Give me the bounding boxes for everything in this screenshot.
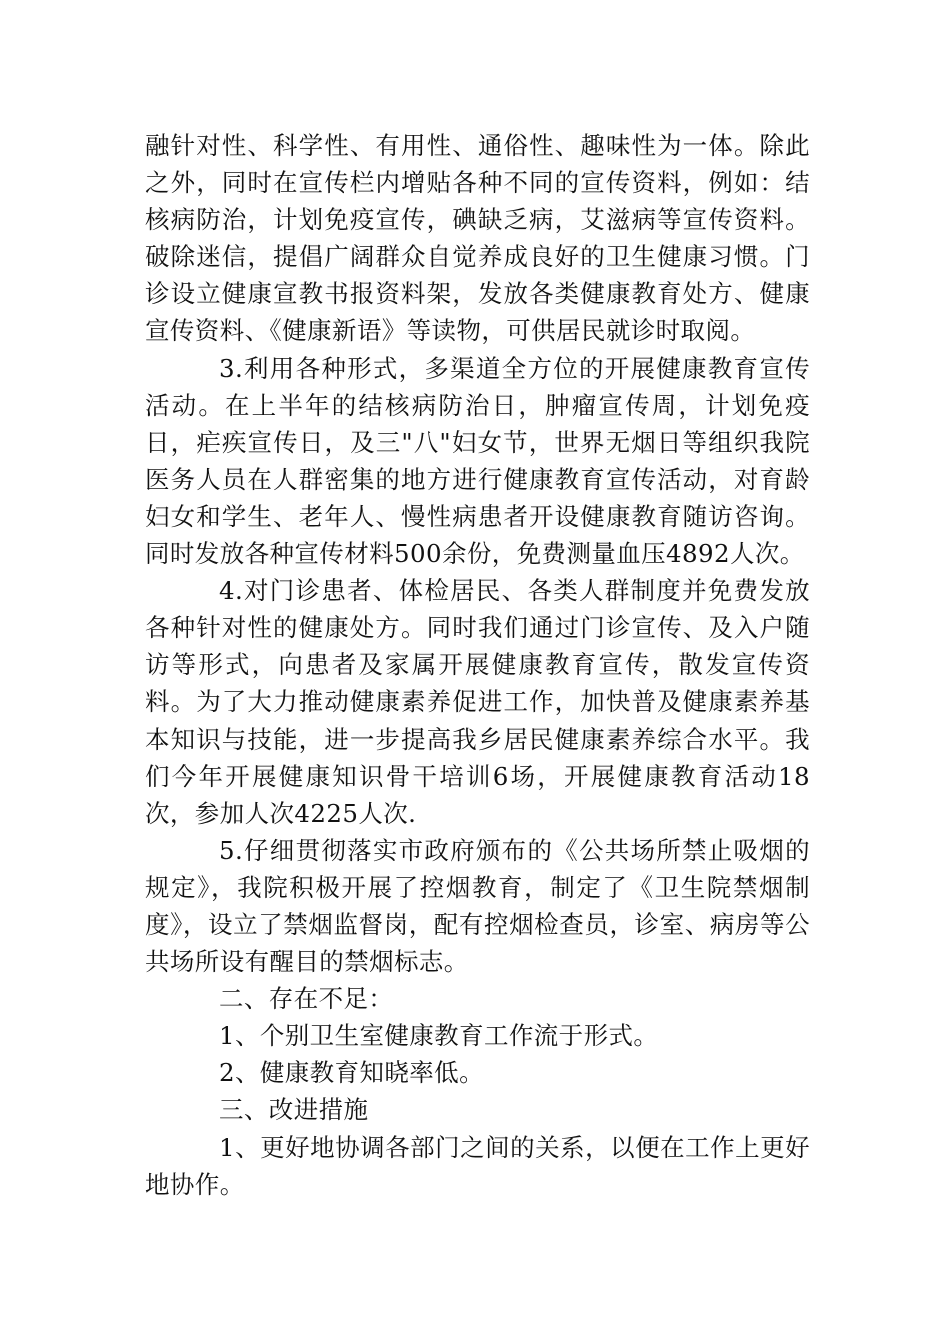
section-heading-improvements: 三、改进措施	[219, 1095, 369, 1125]
shortcoming-item-2: 2、健康教育知晓率低。	[219, 1058, 484, 1088]
improvement-item-1: 1、更好地协调各部门之间的关系，以便在工作上更好地协作。	[145, 1132, 810, 1199]
document-page	[145, 127, 810, 1203]
paragraph-item-4: 4.对门诊患者、体检居民、各类人群制度并免费发放各种针对性的健康处方。同时我们通过门诊宣传、及入户随访等形式，向患者及家属开展健康教育宣传，散发宣传资料。为了大力推动健康素养促进工作，加快普及健康素养基本知识与技能，进一步提高我乡居民健康素养综合水平。我们今年开展健康知识骨干培训6场，开展健康教育活动18次，参加人次4225人次.	[145, 576, 810, 828]
shortcoming-item-1: 1、个别卫生室健康教育工作流于形式。	[219, 1021, 659, 1051]
paragraph-intro-continuation: 融针对性、科学性、有用性、通俗性、趣味性为一体。除此之外，同时在宣传栏内增贴各种不同的宣传资料，例如：结核病防治，计划免疫宣传，碘缺乏病，艾滋病等宣传资料。破除迷信，提倡广阔群众自觉养成良好的卫生健康习惯。门诊设立健康宣教书报资料架，发放各类健康教育处方、健康宣传资料、《健康新语》等读物，可供居民就诊时取阅。	[145, 131, 810, 346]
section-heading-shortcomings: 二、存在不足：	[219, 984, 394, 1014]
paragraph-item-5: 5.仔细贯彻落实市政府颁布的《公共场所禁止吸烟的规定》，我院积极开展了控烟教育，制定了《卫生院禁烟制度》，设立了禁烟监督岗，配有控烟检查员，诊室、病房等公共场所设有醒目的禁烟标志。	[145, 835, 810, 977]
paragraph-item-3: 3.利用各种形式，多渠道全方位的开展健康教育宣传活动。在上半年的结核病防治日，肿瘤宣传周，计划免疫日，疟疾宣传日，及三"八"妇女节，世界无烟日等组织我院医务人员在人群密集的地方进行健康教育宣传活动，对育龄妇女和学生、老年人、慢性病患者开设健康教育随访咨询。同时发放各种宣传材料500余份，免费测量血压4892人次。	[145, 353, 810, 569]
